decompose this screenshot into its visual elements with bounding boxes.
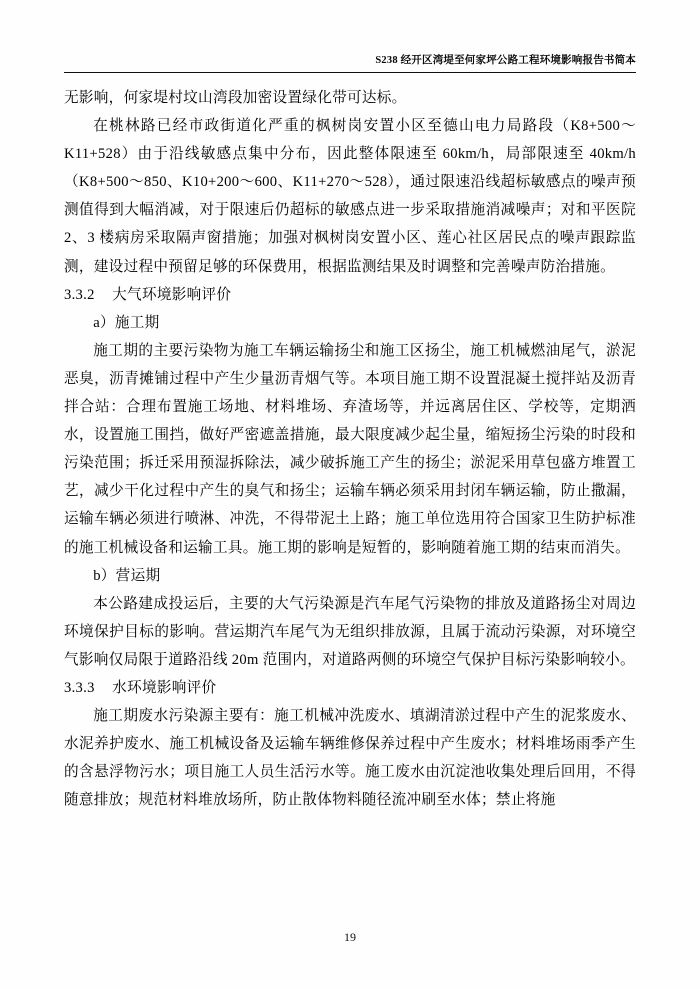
heading-3-3-3 [64,674,636,702]
page-number: 19 [344,930,356,944]
para-no-impact: 无影响，何家堤村坟山湾段加密设置绿化带可达标。 [64,90,407,106]
header-divider [64,72,636,73]
heading-3-3-2-number: 3.3.2 [64,286,95,303]
para-construction-pollution: 施工期的主要污染物为施工车辆运输扬尘和施工区扬尘，施工机械燃油尾气，淤泥恶臭，沥青摊铺过程中产生少量沥青烟气等。本项目施工期不设置混凝土搅拌站及沥青拌合站：合理布置施工场地、材料堆场、弃渣场等，并远离居住区、学校等，定期洒水，设置施工围挡，做好严密遮盖措施，最大限度减少起尘量，缩短扬尘污染的时段和污染范围；拆迁采用预湿拆除法，减少破拆施工产生的扬尘；淤泥采用草包盛方堆置工艺，减少干化过程中产生的臭气和扬尘；运输车辆必须采用封闭车辆运输，防止撒漏，运输车辆必须进行喷淋、冲洗，不得带泥土上路；施工单位选用符合国家卫生防护标准的施工机械设备和运输工具。施工期的影响是短暂的，影响随着施工期的结束而消失。 [64,342,636,556]
para-operation-pollution: 本公路建成投运后，主要的大气污染源是汽车尾气污染物的排放及道路扬尘对周边环境保护目标的影响。营运期汽车尾气为无组织排放源，且属于流动污染源，对环境空气影响仅局限于道路沿线 20m 范围内，对道路两侧的环境空气保护目标污染影响较小。 [64,595,636,668]
document-body [64,84,636,814]
para-a-construction-label: a）施工期 [93,314,160,331]
heading-3-3-3-label: 水环境影响评价 [112,679,217,696]
para-b-operation-label: b）营运期 [93,567,161,584]
heading-3-3-2 [64,281,636,309]
heading-3-3-2-label: 大气环境影响评价 [112,286,232,303]
page-header: S238 经开区湾堤至何家坪公路工程环境影响报告书简本 [375,55,636,66]
para-taolin-road: 在桃林路已经市政街道化严重的枫树岗安置小区至德山电力局路段（K8+500～K11+528）由于沿线敏感点集中分布，因此整体限速至 60km/h，局部限速至 40km/h（K8+500～850、K10+200～600、K11+270～528），通过限速沿线超标敏感点的噪声预测值得到大幅消减，对于限速后仍超标的敏感点进一步采取措施消减噪声；对和平医院 2、3 楼病房采取隔声窗措施；加强对枫树岗安置小区、莲心社区居民点的噪声跟踪监测，建设过程中预留足够的环保费用，根据监测结果及时调整和完善噪声防治措施。 [64,118,636,275]
para-water-pollution: 施工期废水污染源主要有：施工机械冲洗废水、填湖清淤过程中产生的泥浆废水、水泥养护废水、施工机械设备及运输车辆维修保养过程中产生废水；材料堆场雨季产生的含悬浮物污水；项目施工人员生活污水等。施工废水由沉淀池收集处理后回用，不得随意排放；规范材料堆放场所，防止散体物料随径流冲刷至水体；禁止将施 [64,708,636,809]
heading-3-3-3-number: 3.3.3 [64,679,95,696]
